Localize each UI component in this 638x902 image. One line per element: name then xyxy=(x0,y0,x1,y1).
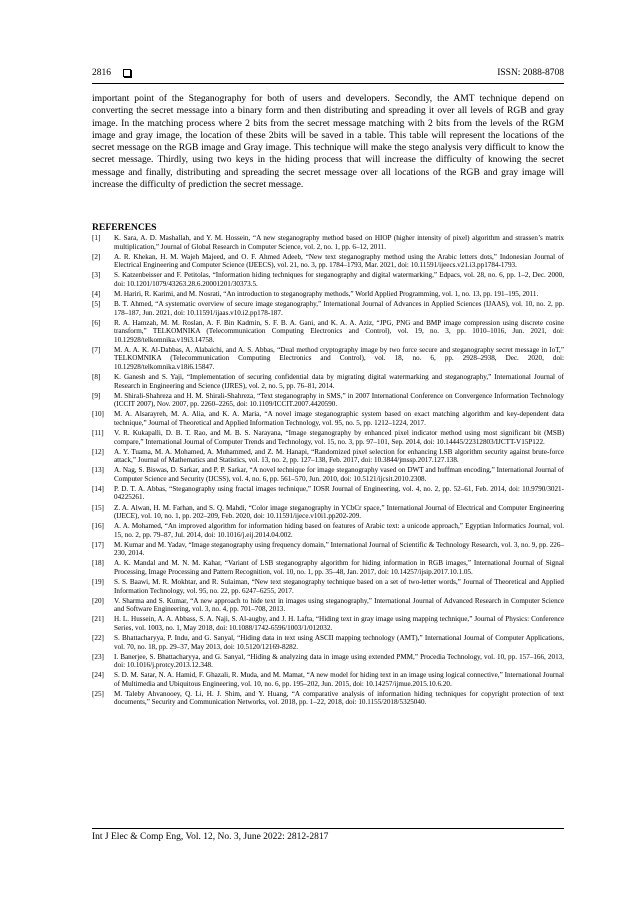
reference-number: [15] xyxy=(92,503,104,512)
reference-number: [10] xyxy=(92,410,104,419)
reference-number: [22] xyxy=(92,634,104,642)
reference-text: M. Kumar and M. Yadav, “Image steganography using frequency domain,” International Journal of Scientific & Technology Research, vol. 3, no. 9, pp. 226–230, 2014. xyxy=(114,540,564,558)
reference-number: [6] xyxy=(92,318,101,327)
reference-number: [9] xyxy=(92,391,101,400)
page-number: 2816 xyxy=(92,68,111,78)
reference-item xyxy=(92,271,564,288)
reference-item xyxy=(92,466,564,483)
reference-number: [14] xyxy=(92,484,104,493)
references-heading: REFERENCES xyxy=(92,222,157,233)
reference-number: [8] xyxy=(92,373,101,382)
reference-number: [20] xyxy=(92,596,104,605)
reference-item xyxy=(92,253,564,270)
reference-item xyxy=(92,392,564,409)
reference-number: [19] xyxy=(92,578,104,587)
reference-item xyxy=(92,671,564,688)
reference-text: M. A. Alsarayreh, M. A. Alia, and K. A. Maria, “A novel image steganographic system based on exact matching algorithm and key-dependent data technique,” Journal of Theoretical and Applied Information Technology, vol. 95, no. 5, pp. 1212–1224, 2017. xyxy=(114,410,564,427)
reference-text: S. S. Baawi, M. R. Mokhtar, and R. Sulaiman, “New text steganography technique based on a set of two-letter words,” Journal of Theoretical and Applied Information Technology, vol. 95, no. 22, pp. 6247–6255, 2017. xyxy=(114,578,564,595)
reference-item xyxy=(92,615,564,632)
reference-number: [1] xyxy=(92,234,101,242)
issn: ISSN: 2088-8708 xyxy=(497,68,564,78)
reference-number: [12] xyxy=(92,447,104,456)
reference-list xyxy=(92,234,564,709)
reference-text: V. Sharma and S. Kumar, “A new approach to hide text in images using steganography,” International Journal of Advanced Research in Computer Science and Software Engineering, vol. 3, no. 4, pp. 701–708, 2013. xyxy=(114,596,564,614)
reference-item xyxy=(92,234,564,251)
reference-item xyxy=(92,522,564,539)
reference-number: [2] xyxy=(92,252,101,261)
reference-text: M. Shirali-Shahreza and H. M. Shirali-Shahreza, “Text steganography in SMS,” in 2007 International Conference on Convergence Information Technology (ICCIT 2007), Nov. 2007, pp. 2260–2265, doi: 10.1109/ICCIT.2007.4420590. xyxy=(114,391,564,409)
reference-number: [5] xyxy=(92,300,101,309)
reference-item xyxy=(92,690,564,707)
reference-text: A. R. Khekan, H. M. Wajeh Majeed, and O. F. Ahmed Adeeb, “New text steganography method using the Arabic letters dots,” Indonesian Journal of Electrical Engineering and Computer Science (IJEECS), vol. 21, no. 3, pp. 1784–1793, Mar. 2021, doi: 10.11591/ijeecs.v21.i3.pp1784-1793. xyxy=(114,252,564,270)
reference-item xyxy=(92,346,564,372)
reference-number: [13] xyxy=(92,466,104,475)
reference-number: [24] xyxy=(92,671,104,680)
reference-text: S. Bhattacharyya, P. Indu, and G. Sanyal, “Hiding data in text using ASCII mapping technology (AMT),” International Journal of Computer Applications, vol. 70, no. 18, pp. 29–37, May 2013, doi: 10.5120/12169-8282. xyxy=(114,634,564,651)
reference-text: V. R. Kukapalli, D. B. T. Rao, and M. B. S. Narayana, “Image steganography by enhanced pixel indicator method using most significant bit (MSB) compare,” International Journal of Computer Trends and Technology, vol. 15, no. 3, pp. 97–101, Sep. 2014, doi: 10.14445/22312803/IJCTT-V15P122. xyxy=(114,428,564,446)
reference-number: [11] xyxy=(92,428,104,437)
reference-text: A. A. Mohamed, “An improved algorithm for information hiding based on features of Arabic text: a unicode approach,” Egyptian Informatics Journal, vol. 15, no. 2, pp. 79–87, Jul. 2014, doi: 10.1016/j.eij.2014.04.002. xyxy=(114,522,564,539)
reference-text: I. Banerjee, S. Bhattacharyya, and G. Sanyal, “Hiding & analyzing data in image using extended PMM,” Procedia Technology, vol. 10, pp. 157–166, 2013, doi: 10.1016/j.protcy.2013.12.348. xyxy=(114,652,564,670)
reference-number: [7] xyxy=(92,345,101,354)
reference-item xyxy=(92,373,564,390)
reference-text: Z. A. Alwan, H. M. Farhan, and S. Q. Mahdi, “Color image steganography in YCbCr space,” International Journal of Electrical and Computer Engineering (IJECE), vol. 10, no. 1, pp. 202–209, Feb. 2020, doi: 10.11591/ijece.v10i1.pp202-209. xyxy=(114,503,564,521)
reference-text: A. Y. Tuama, M. A. Mohamed, A. Muhammed, and Z. M. Hanapi, “Randomized pixel selection for enhancing LSB algorithm security against brute-force attack,” Journal of Mathematics and Statistics, vol. 13, no. 2, pp. 127–138, Feb. 2017, doi: 10.3844/jmssp.2017.127.138. xyxy=(114,447,564,465)
reference-text: K. Ganesh and S. Yaji, “Implementation of securing confidential data by migrating digital watermarking and steganography,” International Journal of Research in Engineering and Science (IJRES), vol. 2, no. 5, pp. 76–81, 2014. xyxy=(114,373,564,390)
reference-number: [23] xyxy=(92,652,104,661)
reference-item xyxy=(92,504,564,521)
reference-text: M. A. A. K. Al-Dabbas, A. Alabaichi, and A. S. Abbas, “Dual method cryptography image by two force secure and steganography secret message in IoT,” TELKOMNIKA (Telecommunication Computing Electronics and Control), vol. 18, no. 6, pp. 2928–2938, Dec. 2020, doi: 10.12928/telkomnika.v18i6.15847. xyxy=(114,345,564,371)
reference-text: S. D. M. Satar, N. A. Hamid, F. Ghazali, R. Muda, and M. Mamat, “A new model for hiding text in an image using logical connective,” International Journal of Multimedia and Ubiquitous Engineering, vol. 10, no. 6, pp. 195–202, Jun. 2015, doi: 10.14257/ijmue.2015.10.6.20. xyxy=(114,671,564,688)
reference-item xyxy=(92,448,564,465)
reference-text: M. Taleby Ahvanooey, Q. Li, H. J. Shim, and Y. Huang, “A comparative analysis of information hiding techniques for copyright protection of text documents,” Security and Communication Networks, vol. 2018, pp. 1–22, 2018, doi: 10.1155/2018/5325040. xyxy=(114,689,564,707)
reference-item xyxy=(92,541,564,558)
reference-text: R. A. Hamzah, M. M. Roslan, A. F. Bin Kadmin, S. F. B. A. Gani, and K. A. A. Aziz, “JPG, PNG and BMP image compression using discrete cosine transform,” TELKOMNIKA (Telecommunication Computing Electronics and Control), vol. 19, no. 3, pp. 1010–1016, Jun. 2021, doi: 10.12928/telkomnika.v19i3.14758. xyxy=(114,318,564,344)
reference-item xyxy=(92,597,564,614)
reference-text: H. L. Hussein, A. A. Abbass, S. A. Naji, S. Al-augby, and J. H. Lafta, “Hiding text in gray image using mapping technique,” Journal of Physics: Conference Series, vol. 1003, no. 1, May 2018, doi: 10.1088/1742-6596/1003/1/012032. xyxy=(114,615,564,632)
reference-item xyxy=(92,290,564,299)
reference-text: A. Nag, S. Biswas, D. Sarkar, and P. P. Sarkar, “A novel technique for image steganography vased on DWT and huffman encoding,” International Journal of Computer Science and Security (IJCSS), vol. 4, no. 6, pp. 561–570, Jun. 2010, doi: 10.5121/ijcsit.2010.2308. xyxy=(114,466,564,483)
page-header xyxy=(92,66,564,80)
reference-item xyxy=(92,634,564,651)
reference-item xyxy=(92,559,564,576)
reference-number: [25] xyxy=(92,689,104,698)
reference-text: B. T. Ahmed, “A systematic overview of secure image steganography,” International Journal of Advances in Applied Sciences (IJAAS), vol. 10, no. 2, pp. 178–187, Jun. 2021, doi: 10.11591/ijaas.v10.i2.pp178-187. xyxy=(114,300,564,317)
header-left xyxy=(92,68,131,78)
header-rule xyxy=(92,83,564,84)
reference-text: K. Sara, A. D. Mashallah, and Y. M. Hossein, “A new steganography method based on HIOP (higher intensity of pixel) algorithm and strassen’s matrix multiplication,” Journal of Global Research in Computer Science, vol. 2, no. 1, pp. 6–12, 2011. xyxy=(114,234,564,251)
body-paragraph: important point of the Steganography for both of users and developers. Secondly, the AMT technique depend on converting the secret message into a binary form and then distributing and spreading it over all levels of RGB and gray image. In the matching process where 2 bits from the secret message matching with 2 bits from the levels of the RGM image and gray image, the location of these 2bits will be saved in a table. This table will represent the locations of the secret message on the RGB image and Gray image. This technique will make the stego analysis very difficult to know the secret message. Thirdly, using two keys in the hiding process that will increase the difficulty of knowing the secret message and finally, distributing and spreading the secret message over all locations of the RGB and gray image will increase the difficulty of prediction the secret message. xyxy=(92,93,564,191)
reference-text: P. D. T. A. Abbas, “Steganography using fractal images technique,” IOSR Journal of Engineering, vol. 4, no. 2, pp. 52–61, Feb. 2014, doi: 10.9790/3021-04225261. xyxy=(114,484,564,502)
reference-item xyxy=(92,578,564,595)
reference-number: [17] xyxy=(92,540,104,549)
reference-number: [16] xyxy=(92,522,104,531)
reference-item xyxy=(92,319,564,345)
reference-text: A. K. Mandal and M. N. M. Kahar, “Variant of LSB steganography algorithm for hiding information in RGB images,” International Journal of Signal Processing, Image Processing and Pattern Recognition, vol. 10, no. 1, pp. 35–48, Jan. 2017, doi: 10.14257/ijsip.2017.10.1.05. xyxy=(114,559,564,576)
square-icon xyxy=(123,69,131,77)
reference-number: [4] xyxy=(92,289,101,298)
reference-item xyxy=(92,300,564,317)
reference-text: M. Hariri, R. Karimi, and M. Nosrati, “An introduction to steganography methods,” World Applied Programming, vol. 1, no. 13, pp. 191–195, 2011. xyxy=(114,289,539,298)
journal-footer: Int J Elec & Comp Eng, Vol. 12, No. 3, June 2022: 2812-2817 xyxy=(92,832,329,842)
reference-text: S. Katzenbeisser and F. Petitolas, “Information hiding techniques for steganography and digital watermarking,” Edpacs, vol. 28, no. 6, pp. 1–2, Dec. 2000, doi: 10.1201/1079/43263.28.6.20001201/30373.5. xyxy=(114,271,564,288)
footer-rule xyxy=(92,828,564,829)
reference-number: [21] xyxy=(92,615,104,624)
reference-item xyxy=(92,429,564,446)
reference-item xyxy=(92,653,564,670)
reference-number: [3] xyxy=(92,271,101,280)
reference-item xyxy=(92,485,564,502)
reference-number: [18] xyxy=(92,559,104,568)
reference-item xyxy=(92,410,564,427)
